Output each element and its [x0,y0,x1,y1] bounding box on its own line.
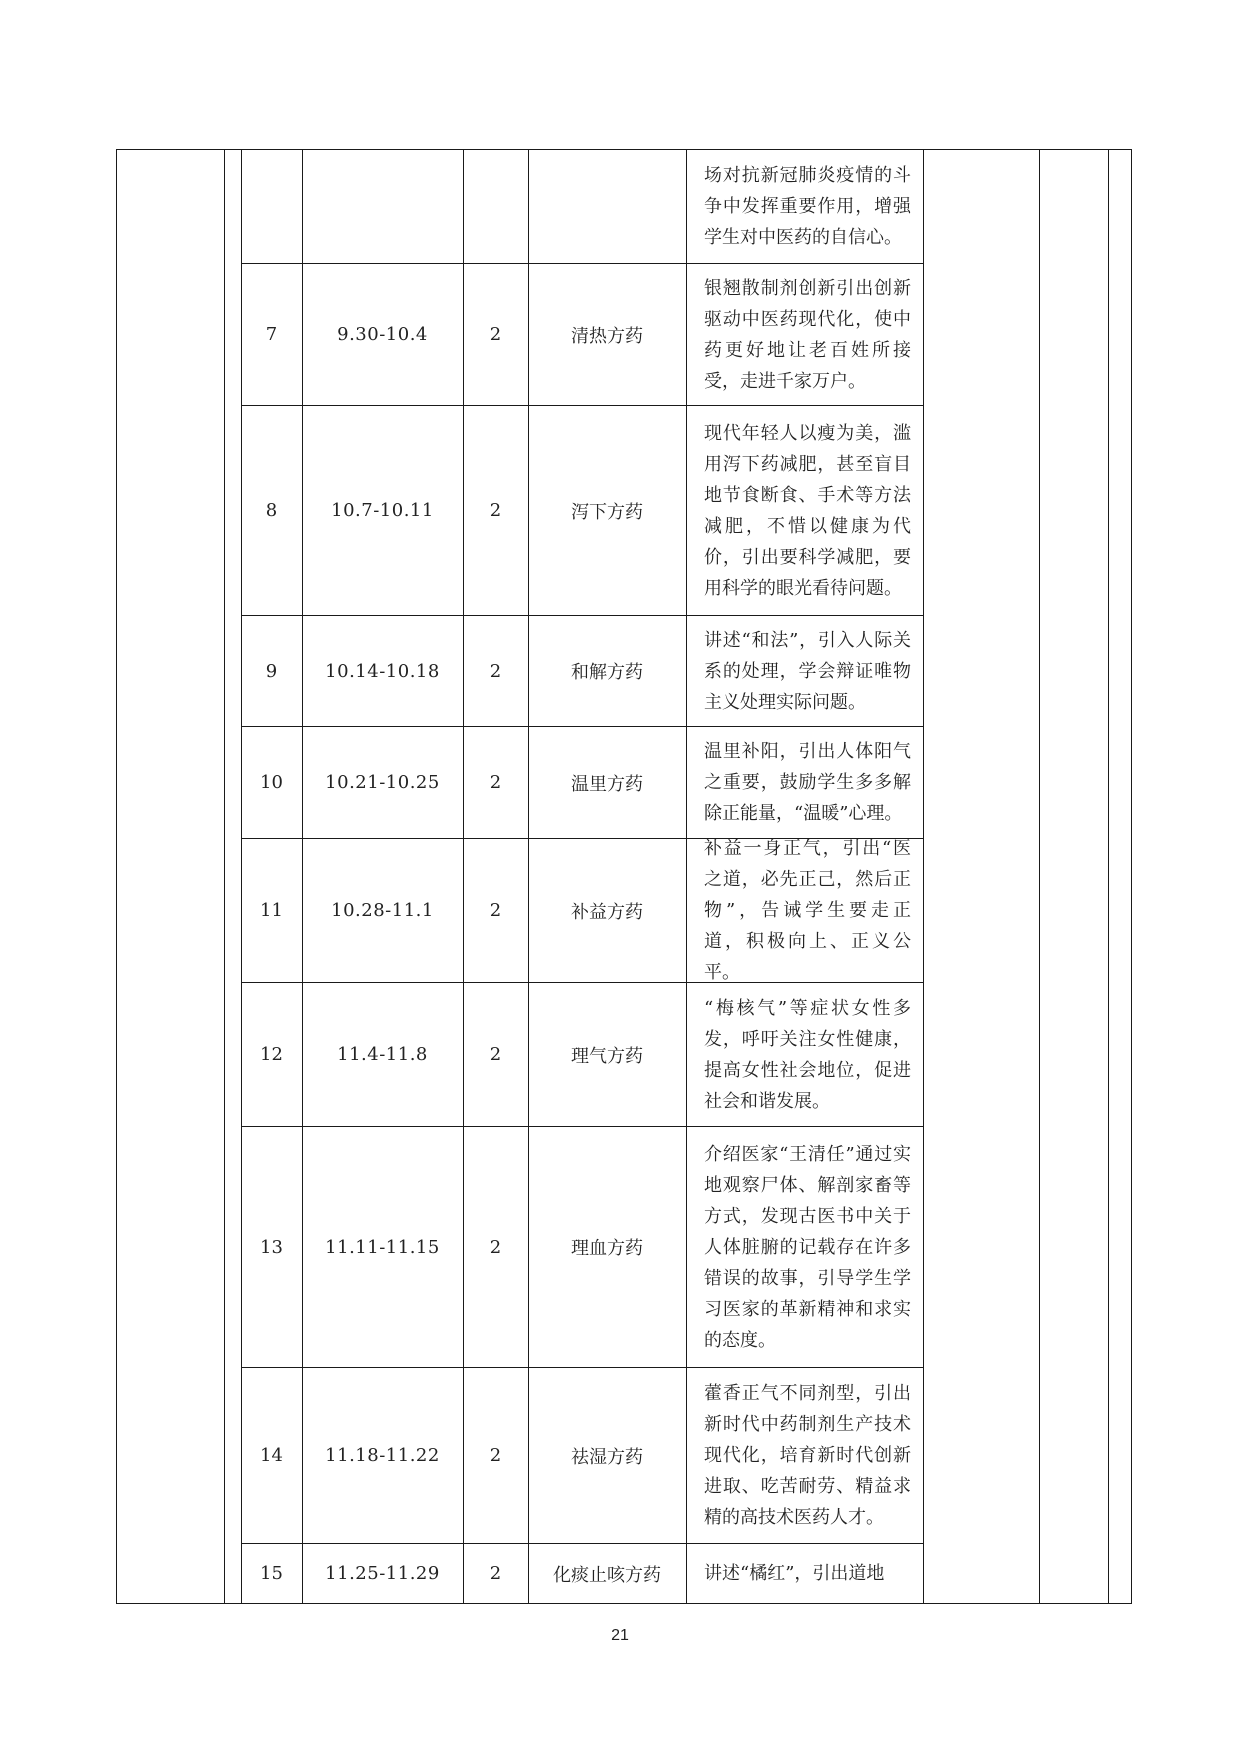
inner-right-border [1108,149,1109,1604]
table-row-desc: 藿香正气不同剂型，引出新时代中药制剂生产技术现代化，培育新时代创新进取、吃苦耐劳、精益求精的高技术医药人才。 [704,1383,911,1528]
table-row-no: 15 [260,1563,283,1584]
table-row-topic: 泻下方药 [571,501,643,523]
table-row-desc: 介绍医家“王清任”通过实地观察尸体、解剖家畜等方式，发现古医书中关于人体脏腑的记载存在许多错误的故事，引导学生学习医家的革新精神和求实的态度。 [704,1143,911,1351]
table-row-hours: 2 [489,1445,502,1466]
table-row-date: 9.30-10.4 [337,324,428,345]
table-row-no: 10 [260,772,283,793]
table-row-topic: 理血方药 [571,1238,643,1259]
table-row-no: 12 [260,1044,283,1065]
table-row-topic: 化痰止咳方药 [553,1564,661,1586]
table-row-desc: 讲述“和法”，引入人际关系的处理，学会辩证唯物主义处理实际问题。 [704,629,911,713]
table-row-no: 13 [260,1236,283,1258]
outer-right-border [1131,149,1132,1604]
table-row-hours: 2 [489,500,502,521]
table-row-no: 9 [265,660,278,682]
table-row-no: 8 [265,500,278,521]
table-row-hours: 2 [489,900,502,921]
table-row-date: 10.28-11.1 [331,900,434,921]
table-row-date: 11.18-11.22 [325,1445,440,1466]
table-row-desc: 现代年轻人以瘦为美，滥用泻下药减肥，甚至盲目地节食断食、手术等方法减肥，不惜以健康为代价，引出要科学减肥，要用科学的眼光看待问题。 [704,422,911,599]
table-row-hours: 2 [489,660,502,682]
table-row-topic: 温里方药 [571,773,643,795]
table-row-desc: 补益一身正气，引出“医之道，必先正己，然后正物”，告诫学生要走正道，积极向上、正义公平。 [704,838,911,983]
table-row-desc: “梅核气”等症状女性多发，呼吁关注女性健康，提高女性社会地位，促进社会和谐发展。 [704,997,911,1112]
outer-left-border [116,149,117,1604]
table-row-date: 10.14-10.18 [325,660,440,682]
table-row-date: 10.7-10.11 [331,500,434,521]
table-row-date: 11.25-11.29 [325,1563,440,1584]
table-row-hours: 2 [489,1236,502,1258]
table-row-topic: 理气方药 [571,1045,643,1067]
table-row-desc: 银翘散制剂创新引出创新驱动中医药现代化，使中药更好地让老百姓所接受，走进千家万户。 [704,277,911,392]
table-row-date: 11.11-11.15 [325,1236,440,1258]
table-row-desc: 温里补阳，引出人体阳气之重要，鼓励学生多多解除正能量，“温暖”心理。 [704,741,911,824]
table-row-hours: 2 [489,772,502,793]
table-row-hours: 2 [489,1563,502,1584]
table-row-no: 14 [260,1445,283,1466]
table-row-date: 10.21-10.25 [325,772,440,793]
table-row-no: 11 [260,900,283,921]
right-column-divider-1 [1039,149,1040,1604]
nested-col-line-5 [923,149,924,1604]
outer-top-border [116,149,1132,150]
table-row-desc: 场对抗新冠肺炎疫情的斗争中发挥重要作用，增强学生对中医药的自信心。 [704,165,911,248]
table-row-topic: 和解方药 [571,662,643,683]
table-row-topic: 补益方药 [571,901,643,923]
table-row-desc: 讲述“橘红”，引出道地 [704,1563,885,1584]
table-row-no: 7 [265,324,278,345]
table-row-date: 11.4-11.8 [337,1044,428,1065]
page-number: 21 [611,1627,629,1644]
table-row-hours: 2 [489,1044,502,1065]
left-column-divider [224,149,225,1604]
table-row-topic: 祛湿方药 [571,1446,643,1468]
table-row-hours: 2 [489,324,502,345]
outer-bottom-border [116,1603,1132,1604]
table-row-topic: 清热方药 [571,325,643,347]
